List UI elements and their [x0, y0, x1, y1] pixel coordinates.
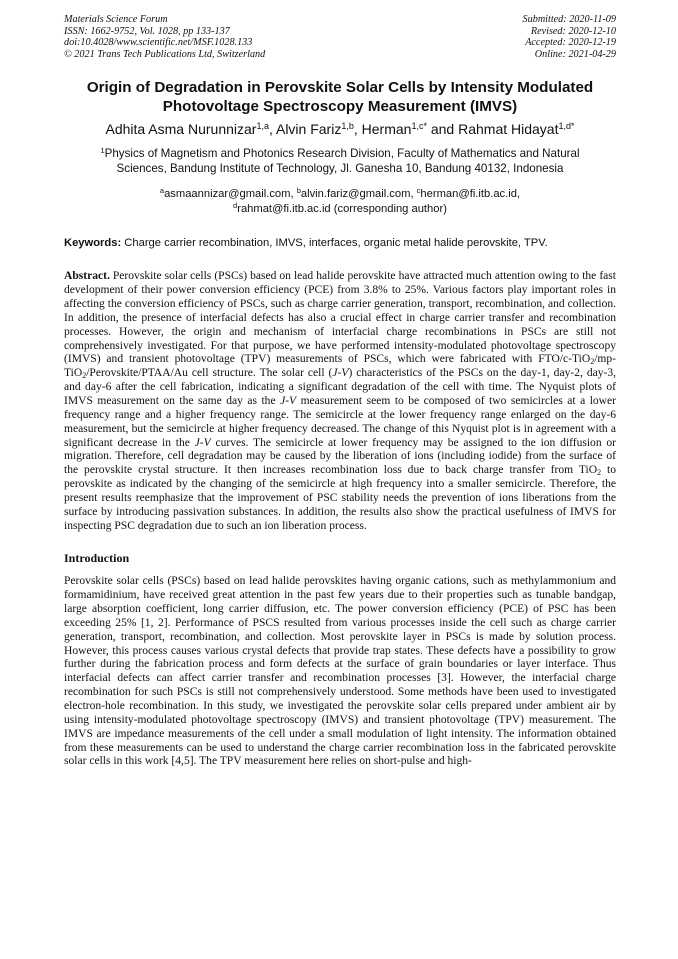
author-name: Adhita Asma Nurunnizar: [105, 121, 257, 138]
journal-header: [64, 14, 616, 60]
abstract-text: ) characteristics of the PSCs on the day-1, day-2, day-3, and day-6 after the cell fabrication, indicating a significant degradation of the cell with time. The Nyquist plots of IMVS measurement on the same day as the: [64, 367, 617, 407]
italic-term: J-V: [280, 394, 297, 407]
abstract-text: /Perovskite/PTAA/Au cell structure. The solar cell (: [86, 367, 333, 380]
author-name: Herman: [361, 121, 412, 138]
author-affil-mark: 1,a: [256, 121, 269, 132]
email-mark: a: [159, 186, 165, 196]
date-revised: Revised: 2020-12-10: [530, 25, 616, 37]
author-affil-mark: 1,b: [341, 121, 354, 132]
section-heading-introduction: Introduction: [64, 551, 130, 566]
subscript: 2: [590, 357, 595, 367]
affiliation: [64, 146, 616, 176]
abstract-text: measurement seem to be composed of two semicircles at a lower frequency range and a higher frequency range. The semicircle at the lower frequency range enlarged on the day-6 measurement, but the semicircle at higher frequency decreased. The change of this Nyquist plot is in agreement with a significant decrease in the: [64, 394, 616, 449]
keywords-label: Keywords:: [64, 237, 122, 250]
journal-doi: doi:10.4028/www.scientific.net/MSF.1028.133: [64, 37, 253, 49]
abstract-text: curves. The semicircle at lower frequency may be assigned to the ion diffusion or migration. Therefore, cell degradation may be caused by the liberation of ions (including iodide) from the surface of the perovskite crystal structure. It then increases recombination loss due to back charge transfer from TiO: [64, 436, 616, 477]
email-a: asmaannizar@gmail.com,: [164, 188, 297, 201]
author-name: Rahmat Hidayat: [458, 121, 559, 138]
email-mark: b: [296, 186, 301, 196]
email-d: rahmat@fi.itb.ac.id (corresponding author): [237, 202, 447, 215]
paper-title: Origin of Degradation in Perovskite Solar Cells by Intensity Modulated Photovoltage Spectroscopy Measurement (IMVS): [86, 79, 594, 116]
keywords-text: Charge carrier recombination, IMVS, interfaces, organic metal halide perovskite, TPV.: [121, 237, 548, 250]
introduction-text: Perovskite solar cells (PSCs) based on lead halide perovskites having organic cations, such as methylammonium and formamidinium, have received great attention in the past few years due to their properties such as tunable bandgap, large absorption coefficient, long carrier diffusion, etc. The power conversion efficiency (PCE) of PSC has been exceeding 25% [1, 2]. Performance of PSCS resulted from various processes inside the cell such as charge carrier generation, transport, recombination, and collection. Most perovskite layer in PSCs is made by solution process. However, this process causes various crystal defects that provide trap states. These defects have a possibility to grow further during the fabrication process and form defects at the surface of grain boundaries or layer interface. Thus interfacial defects can affect carrier transfer and recombination processes [3]. However, the interfacial charge recombination for such PSCs is still not comprehensively understood. Some methods have been used to investigated electron-hole recombination. In this study, we investigated the perovskite solar cells prepared under ambient air by using intensity-modulated photovoltage spectroscopy (IMVS) and transient photovoltage (TPV) measurement. The IMVS are impedance measurements of the cell under a small modulation of light intensity. The information obtained from these measurements can be used to understand the charge carrier recombination loss in the fabricated perovskite solar cells in this work [4,5]. The TPV measurement here relies on short-pulse and high-: [64, 575, 616, 768]
italic-term: J-V: [194, 436, 211, 449]
author-separator: ,: [353, 121, 362, 138]
email-mark: d: [233, 200, 238, 210]
journal-name: Materials Science Forum: [64, 14, 168, 25]
abstract-text: /mp-TiO: [64, 353, 616, 380]
italic-term: J-V: [332, 367, 349, 380]
abstract-text: to perovskite as indicated by the changing of the semicircle at high frequency into a smaller semicircle. Therefore, the present results reemphasize that the improvement of PSC stability needs the prevention of ions liberations from the surface by introducing passivation substances. In addition, the results also show the practical usefulness of IMVS for inspecting PSC degradation due to such an ion liberation process.: [64, 464, 616, 532]
author-separator: ,: [268, 121, 276, 138]
submission-dates: [523, 14, 616, 60]
subscript: 2: [597, 468, 602, 478]
author-affil-mark: 1,d*: [558, 121, 575, 132]
affiliation-text: Physics of Magnetism and Photonics Research Division, Faculty of Mathematics and Natural Sciences, Bandung Institute of Technology, Jl. Ganesha 10, Bandung 40132, Indonesia: [104, 147, 580, 176]
subscript: 2: [82, 371, 87, 381]
paper-page: [64, 14, 616, 769]
author-list: [64, 120, 616, 138]
email-b: alvin.fariz@gmail.com,: [300, 188, 417, 201]
abstract-label: Abstract.: [64, 270, 110, 283]
author-name: Alvin Fariz: [275, 121, 342, 138]
date-submitted: Submitted: 2020-11-09: [522, 14, 616, 25]
author-emails: [64, 187, 616, 216]
abstract-text: Perovskite solar cells (PSCs) based on lead halide perovskite have attracted much attention owing to the fast development of their power conversion efficiency (PCE) from 3.8% to 25%. Various factors play important roles in affecting the conversion efficiency of PSCs, such as charge carrier generation, transport, recombination, and collection. In addition, the presence of interfacial defects has also a crucial effect in charge carrier transfer and recombination processes. However, the origin and mechanism of interfacial charge recombinations in PSCs are still not comprehensively investigated. For that purpose, we have performed intensity-modulated photovoltage spectroscopy (IMVS) and transient photovoltage (TPV) measurements of PSCs, which were fabricated with FTO/c-TiO: [64, 270, 616, 366]
author-affil-mark: 1,c*: [411, 121, 427, 132]
date-accepted: Accepted: 2020-12-19: [525, 37, 616, 49]
keywords: [64, 236, 616, 250]
journal-copyright: © 2021 Trans Tech Publications Ltd, Switzerland: [64, 48, 266, 60]
author-separator: and: [426, 121, 459, 138]
email-c: herman@fi.itb.ac.id,: [420, 188, 521, 201]
email-mark: c: [416, 186, 421, 196]
abstract: [64, 270, 616, 533]
journal-issn: ISSN: 1662-9752, Vol. 1028, pp 133-137: [64, 25, 230, 37]
date-online: Online: 2021-04-29: [534, 48, 616, 60]
affiliation-mark: 1: [100, 146, 105, 156]
journal-info: [64, 14, 265, 60]
